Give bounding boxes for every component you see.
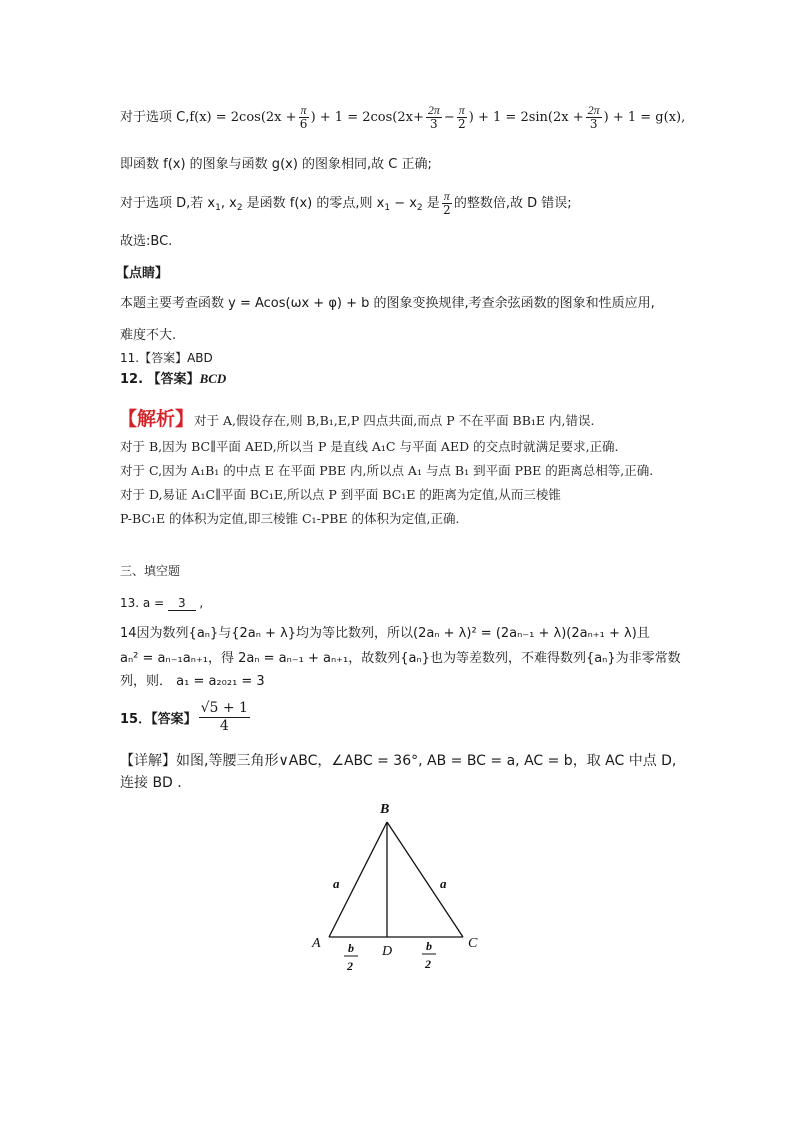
label-a-vertex: A: [312, 936, 321, 951]
label-b-half-left-den: 2: [347, 959, 353, 973]
label-c: C: [468, 936, 478, 951]
dianjing-text-1: 本题主要考查函数 y = Acos(ωx + φ) + b 的图象变换规律,考查余弦函数的图象和性质应用,: [120, 296, 655, 311]
jiexi-line-3: 对于 C,因为 A₁B₁ 的中点 E 在平面 PBE 内,所以点 A₁ 与点 B₁ 到平面 PBE 的距离总相等,正确.: [120, 463, 654, 478]
label-a-left: a: [333, 876, 340, 891]
answer-11: 11.【答案】ABD: [120, 351, 213, 365]
label-b-half-left-num: b: [348, 941, 354, 955]
label-b-half-right-num: b: [426, 939, 432, 953]
twopi-over-3: $\frac{2\pi}{3}$: [427, 103, 440, 131]
choice-line: 故选:BC.: [120, 234, 173, 249]
question-13: 13. a = 3 ,: [120, 596, 204, 610]
dianjing-text-2: 难度不大.: [120, 328, 177, 343]
jiexi-block: [118, 404, 594, 431]
twopi-over-3-b: $\frac{2\pi}{3}$: [587, 103, 600, 131]
line-same-graph: 即函数 f(x) 的图象与函数 g(x) 的图象相同,故 C 正确;: [120, 157, 432, 172]
option-d-line: 对于选项 D,若 $x_1$, $x_2$ 是函数 f(x) 的零点,则 $x_1 - x_2$ 是 $\frac{\pi}{2}$ 的整数倍,故 D 错误;: [120, 189, 572, 217]
dianjing-heading: 【点睛】: [116, 266, 169, 281]
pi-over-6: $\frac{\pi}{6}$: [299, 103, 308, 131]
jiexi-label: 【解析】: [118, 408, 195, 430]
label-b: B: [380, 802, 390, 817]
answer-15: 15．【答案】 $\frac{√5 + 1}{4}$: [120, 700, 248, 734]
section-fill-blank: 三、填空题: [120, 564, 181, 578]
side-bc: [387, 822, 463, 937]
label-d: D: [382, 944, 393, 959]
answer-13-value: 3: [168, 596, 196, 611]
label-b-half-right-den: 2: [425, 957, 431, 971]
question-14-line-2: aₙ² = aₙ₋₁aₙ₊₁，得 2aₙ = aₙ₋₁ + aₙ₊₁，故数列{aₙ}也为等差数列，不难得数列{aₙ}为非零常数: [120, 651, 681, 666]
pi-over-2: $\frac{\pi}{2}$: [457, 103, 466, 131]
jiexi-line-1: 对于 A,假设存在,则 B,B₁,E,P 四点共面,而点 P 不在平面 BB₁E 内,错误.: [194, 413, 595, 428]
jiexi-line-2: 对于 B,因为 BC∥平面 AED,所以当 P 是直线 A₁C 与平面 AED 的交点时就满足要求,正确.: [120, 439, 619, 454]
detail-line-1: 【详解】如图,等腰三角形∨ABC，∠ABC = 36°, AB = BC = a, AC = b，取 AC 中点 D,: [120, 753, 677, 769]
option-c-f: f(x) = 2cos(2x +: [189, 110, 297, 125]
jiexi-line-5: P-BC₁E 的体积为定值,即三棱锥 C₁-PBE 的体积为定值,正确.: [120, 511, 460, 526]
option-c-line: 对于选项 C,f(x) = 2cos(2x + $\frac{\pi}{6}$ ) + 1 = 2cos(2x+ $\frac{2\pi}{3}$ − $\frac{\pi}{2}$ ) + 1 = 2sin(2x + $\frac{2\pi}{3}$ ) + 1 = g(x),: [120, 103, 686, 131]
jiexi-line-4: 对于 D,易证 A₁C∥平面 BC₁E,所以点 P 到平面 BC₁E 的距离为定值,从而三棱锥: [120, 487, 561, 502]
answer-12: 12. 【答案】BCD: [120, 371, 227, 387]
label-a-right: a: [440, 876, 447, 891]
question-14-line-3: 列，则． a₁ = a₂₀₂₁ = 3: [120, 674, 265, 689]
option-c-prefix: 对于选项 C,: [120, 110, 190, 125]
answer-15-fraction: $\frac{√5 + 1}{4}$: [200, 700, 248, 734]
question-14-line-1: 14因为数列{aₙ}与{2aₙ + λ}均为等比数列，所以(2aₙ + λ)² = (2aₙ₋₁ + λ)(2aₙ₊₁ + λ)且: [120, 626, 650, 641]
pi-over-2-d: $\frac{\pi}{2}$: [442, 189, 451, 217]
triangle-figure: [300, 795, 500, 985]
detail-line-2: 连接 BD .: [120, 775, 182, 791]
